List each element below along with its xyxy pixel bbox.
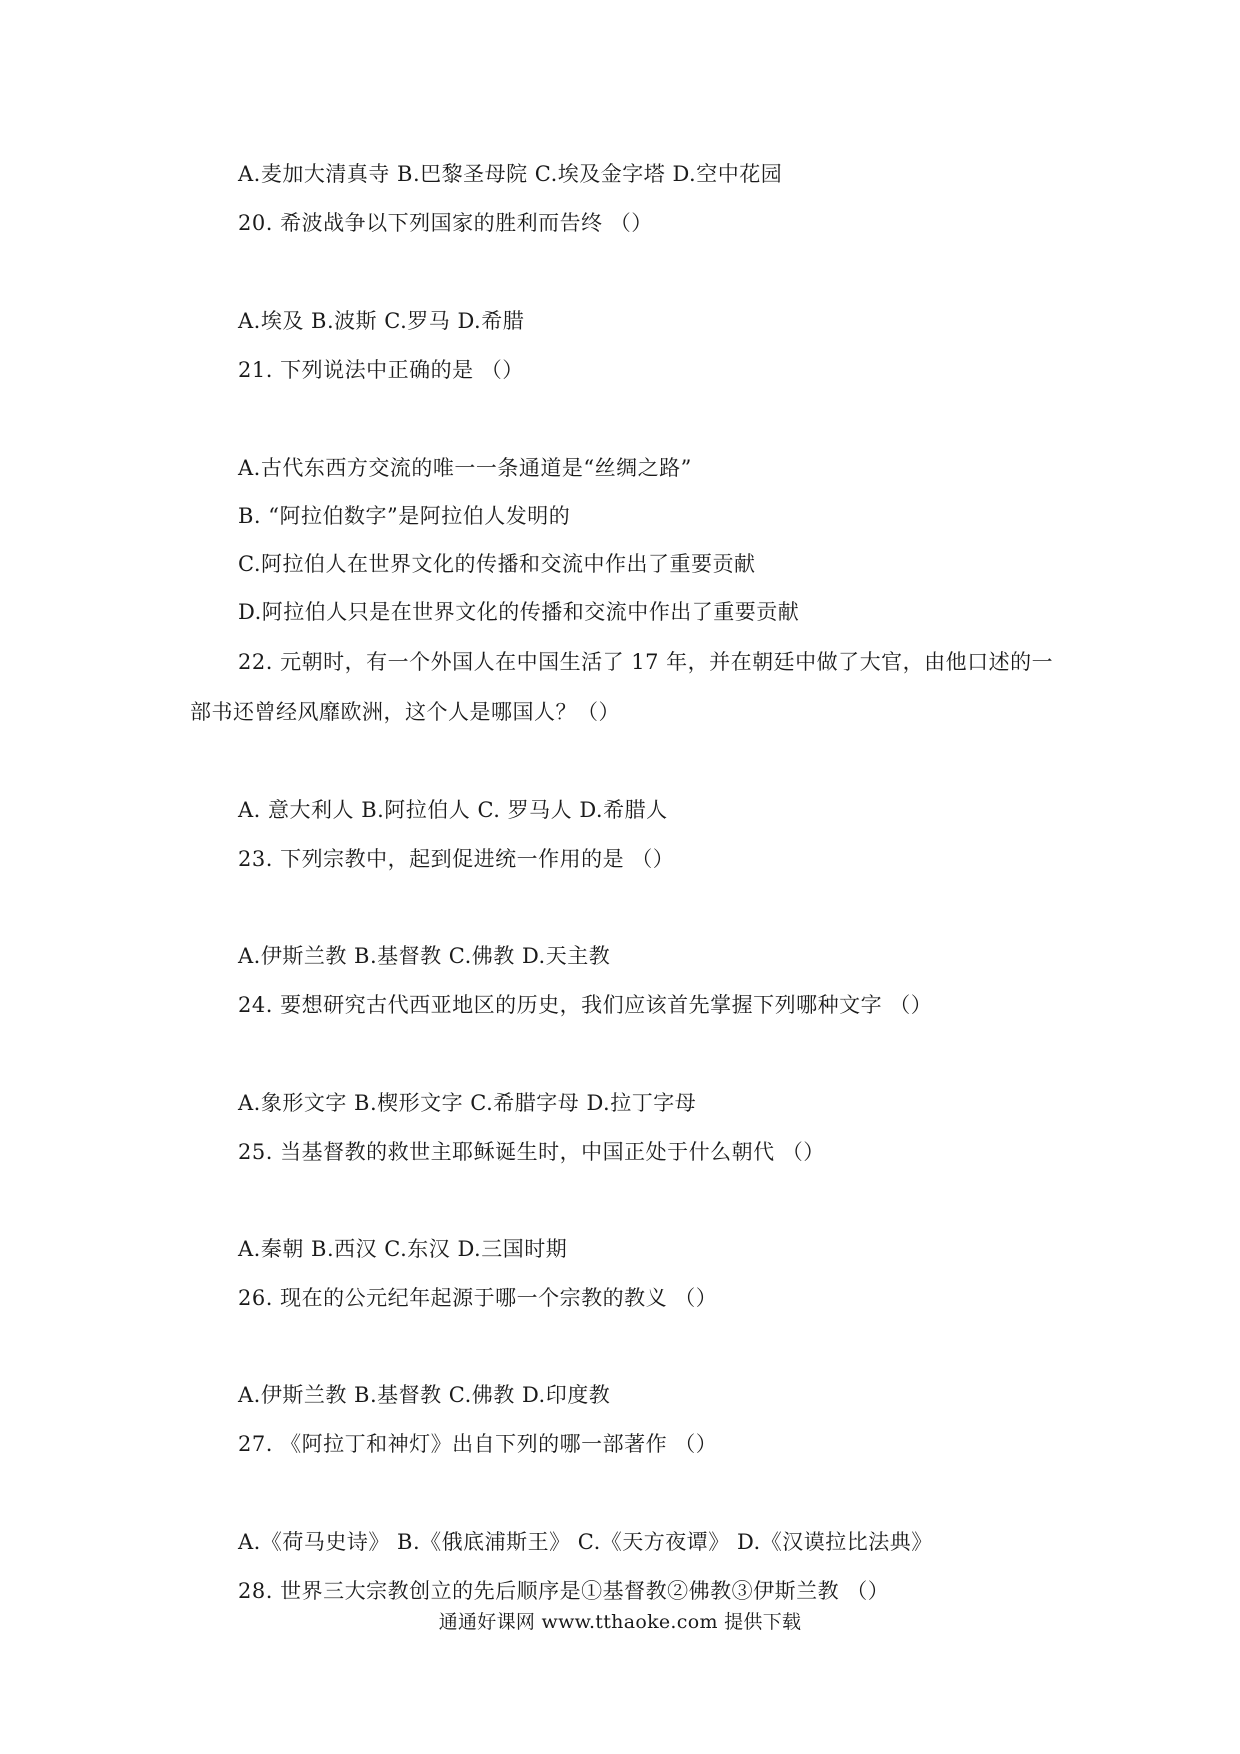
q25-question: 25. 当基督教的救世主耶稣诞生时，中国正处于什么朝代 （） bbox=[238, 1140, 825, 1164]
q21-option-c: C.阿拉伯人在世界文化的传播和交流中作出了重要贡献 bbox=[238, 552, 756, 576]
q27-options: A.《荷马史诗》 B.《俄底浦斯王》 C.《天方夜谭》 D.《汉谟拉比法典》 bbox=[238, 1530, 933, 1554]
q22-question-line1: 22. 元朝时，有一个外国人在中国生活了 17 年，并在朝廷中做了大官，由他口述的一 bbox=[238, 650, 1054, 674]
q27-question: 27. 《阿拉丁和神灯》出自下列的哪一部著作 （） bbox=[238, 1432, 718, 1456]
q21-question: 21. 下列说法中正确的是 （） bbox=[238, 358, 524, 382]
q26-question: 26. 现在的公元纪年起源于哪一个宗教的教义 （） bbox=[238, 1286, 718, 1310]
q21-option-a: A.古代东西方交流的唯一一条通道是“丝绸之路” bbox=[238, 456, 692, 480]
q22-options: A. 意大利人 B.阿拉伯人 C. 罗马人 D.希腊人 bbox=[238, 798, 668, 822]
q23-question: 23. 下列宗教中，起到促进统一作用的是 （） bbox=[238, 847, 675, 871]
q24-options: A.象形文字 B.楔形文字 C.希腊字母 D.拉丁字母 bbox=[238, 1091, 697, 1115]
q28-question: 28. 世界三大宗教创立的先后顺序是①基督教②佛教③伊斯兰教 （） bbox=[238, 1579, 890, 1603]
q23-options: A.伊斯兰教 B.基督教 C.佛教 D.天主教 bbox=[238, 944, 611, 968]
q21-option-b: B. “阿拉伯数字”是阿拉伯人发明的 bbox=[238, 504, 571, 528]
q20-options: A.埃及 B.波斯 C.罗马 D.希腊 bbox=[238, 309, 525, 333]
q22-question-line2: 部书还曾经风靡欧洲，这个人是哪国人？（） bbox=[190, 700, 620, 724]
page-footer: 通通好课网 www.tthaoke.com 提供下载 bbox=[438, 1611, 802, 1633]
q20-question: 20. 希波战争以下列国家的胜利而告终 （） bbox=[238, 211, 653, 235]
q26-options: A.伊斯兰教 B.基督教 C.佛教 D.印度教 bbox=[238, 1383, 611, 1407]
q25-options: A.秦朝 B.西汉 C.东汉 D.三国时期 bbox=[238, 1237, 568, 1261]
q21-option-d: D.阿拉伯人只是在世界文化的传播和交流中作出了重要贡献 bbox=[238, 600, 800, 624]
q19-options: A.麦加大清真寺 B.巴黎圣母院 C.埃及金字塔 D.空中花园 bbox=[238, 162, 783, 186]
q24-question: 24. 要想研究古代西亚地区的历史，我们应该首先掌握下列哪种文字 （） bbox=[238, 993, 933, 1017]
